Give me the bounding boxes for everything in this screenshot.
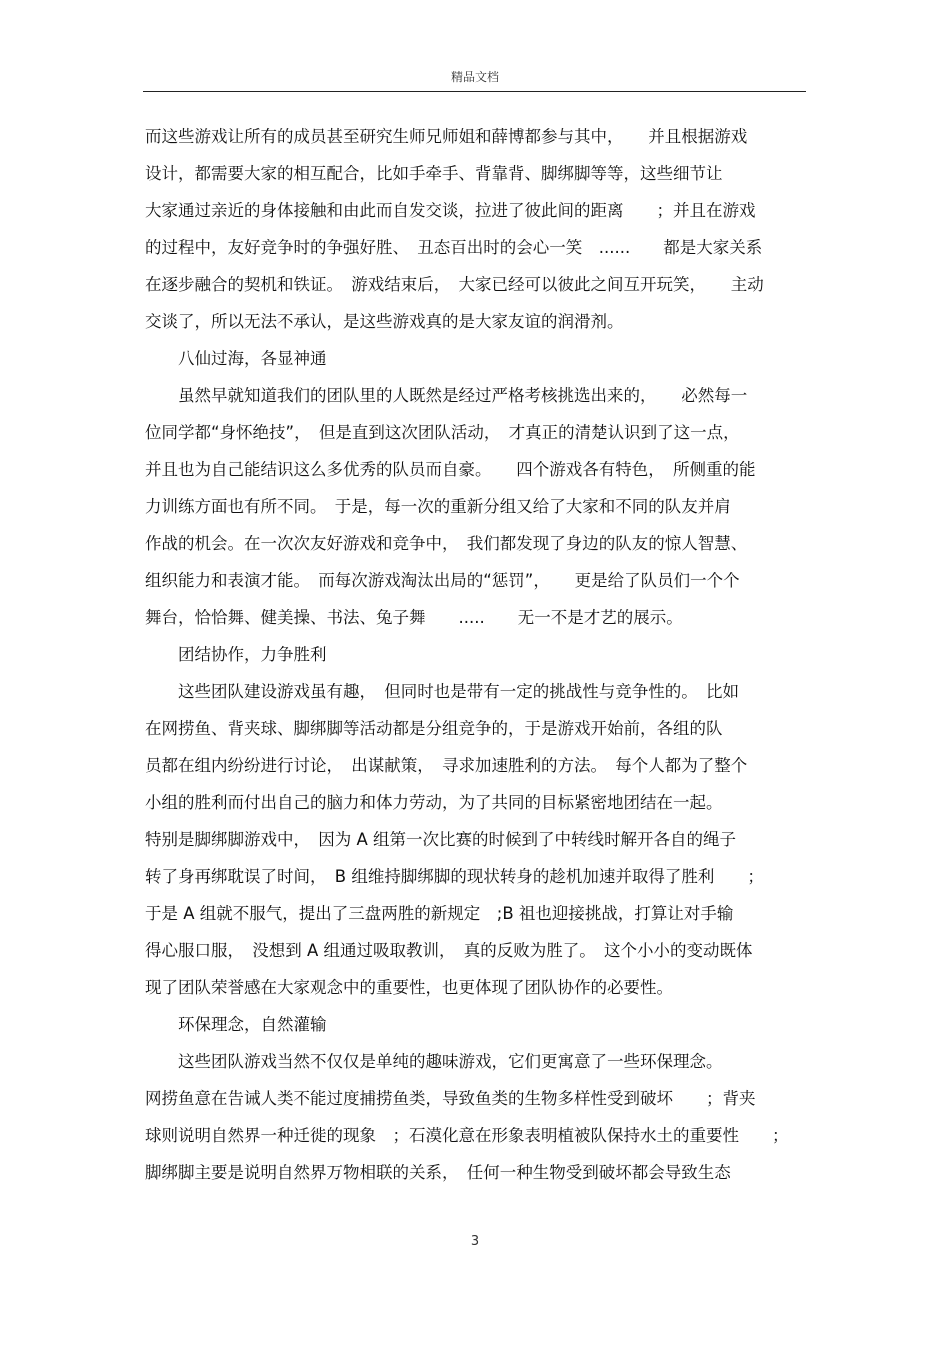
text-line: 团结协作，力争胜利 [178,645,327,664]
text-line: 特别是脚绑脚游戏中， 因为 A 组第一次比赛的时候到了中转线时解开各自的绳子 [145,830,737,849]
text-line: 这些团队游戏当然不仅仅是单纯的趣味游戏，它们更寓意了一些环保理念。 [178,1052,723,1071]
text-line: 环保理念，自然灌输 [178,1015,327,1034]
text-line: 大家通过亲近的身体接触和由此而自发交谈，拉进了彼此间的距离 ；并且在游戏 [145,201,756,220]
text-line: 球则说明自然界一种迁徙的现象 ；石漠化意在形象表明植被队保持水土的重要性 ； [145,1126,789,1145]
text-line: 脚绑脚主要是说明自然界万物相联的关系， 任何一种生物受到破坏都会导致生态 [145,1163,731,1182]
text-line: 八仙过海，各显神通 [178,349,327,368]
text-line: 这些团队建设游戏虽有趣， 但同时也是带有一定的挑战性与竞争性的。 比如 [178,682,739,701]
text-line: 舞台，恰恰舞、健美操、书法、兔子舞 ..... 无一不是才艺的展示。 [145,608,683,627]
text-line: 并且也为自己能结识这么多优秀的队员而自豪。 四个游戏各有特色， 所侧重的能 [145,460,756,479]
text-line: 位同学都“身怀绝技”， 但是直到这次团队活动， 才真正的清楚认识到了这一点， [145,423,740,442]
text-line: 小组的胜利而付出自己的脑力和体力劳动，为了共同的目标紧密地团结在一起。 [145,793,723,812]
text-line: 而这些游戏让所有的成员甚至研究生师兄师姐和薛博都参与其中， 并且根据游戏 [145,127,748,146]
document-body [145,122,815,1195]
text-line: 力训练方面也有所不同。 于是，每一次的重新分组又给了大家和不同的队友并肩 [145,497,731,516]
text-line: 于是 A 组就不服气，提出了三盘两胜的新规定 ;B 祖也迎接挑战，打算让对手输 [145,904,734,923]
text-line: 转了身再绑耽误了时间， B 组维持脚绑脚的现状转身的趁机加速并取得了胜利 ； [145,867,764,886]
text-line: 的过程中，友好竞争时的争强好胜、 丑态百出时的会心一笑 ...... 都是大家关系 [145,238,763,257]
text-line: 在逐步融合的契机和铁证。 游戏结束后， 大家已经可以彼此之间互开玩笑， 主动 [145,275,764,294]
text-line: 虽然早就知道我们的团队里的人既然是经过严格考核挑选出来的， 必然每一 [178,386,748,405]
text-line: 得心服口服， 没想到 A 组通过吸取教训， 真的反败为胜了。 这个小小的变动既体 [145,941,753,960]
page-header: 精品文档 [450,70,499,84]
text-line: 设计，都需要大家的相互配合，比如手牵手、背靠背、脚绑脚等等，这些细节让 [145,164,723,183]
text-line: 在网捞鱼、背夹球、脚绑脚等活动都是分组竞争的，于是游戏开始前，各组的队 [145,719,723,738]
text-line: 网捞鱼意在告诫人类不能过度捕捞鱼类，导致鱼类的生物多样性受到破坏 ；背夹 [145,1089,756,1108]
header-rule [143,91,806,92]
text-line: 作战的机会。在一次次友好游戏和竞争中， 我们都发现了身边的队友的惊人智慧、 [145,534,748,553]
text-line: 现了团队荣誉感在大家观念中的重要性，也更体现了团队协作的必要性。 [145,978,673,997]
text-line: 员都在组内纷纷进行讨论， 出谋献策， 寻求加速胜利的方法。 每个人都为了整个 [145,756,748,775]
text-line: 交谈了，所以无法不承认，是这些游戏真的是大家友谊的润滑剂。 [145,312,624,331]
text-line: 组织能力和表演才能。 而每次游戏淘汰出局的“惩罚”， 更是给了队员们一个个 [145,571,740,590]
page-number: 3 [470,1234,480,1249]
